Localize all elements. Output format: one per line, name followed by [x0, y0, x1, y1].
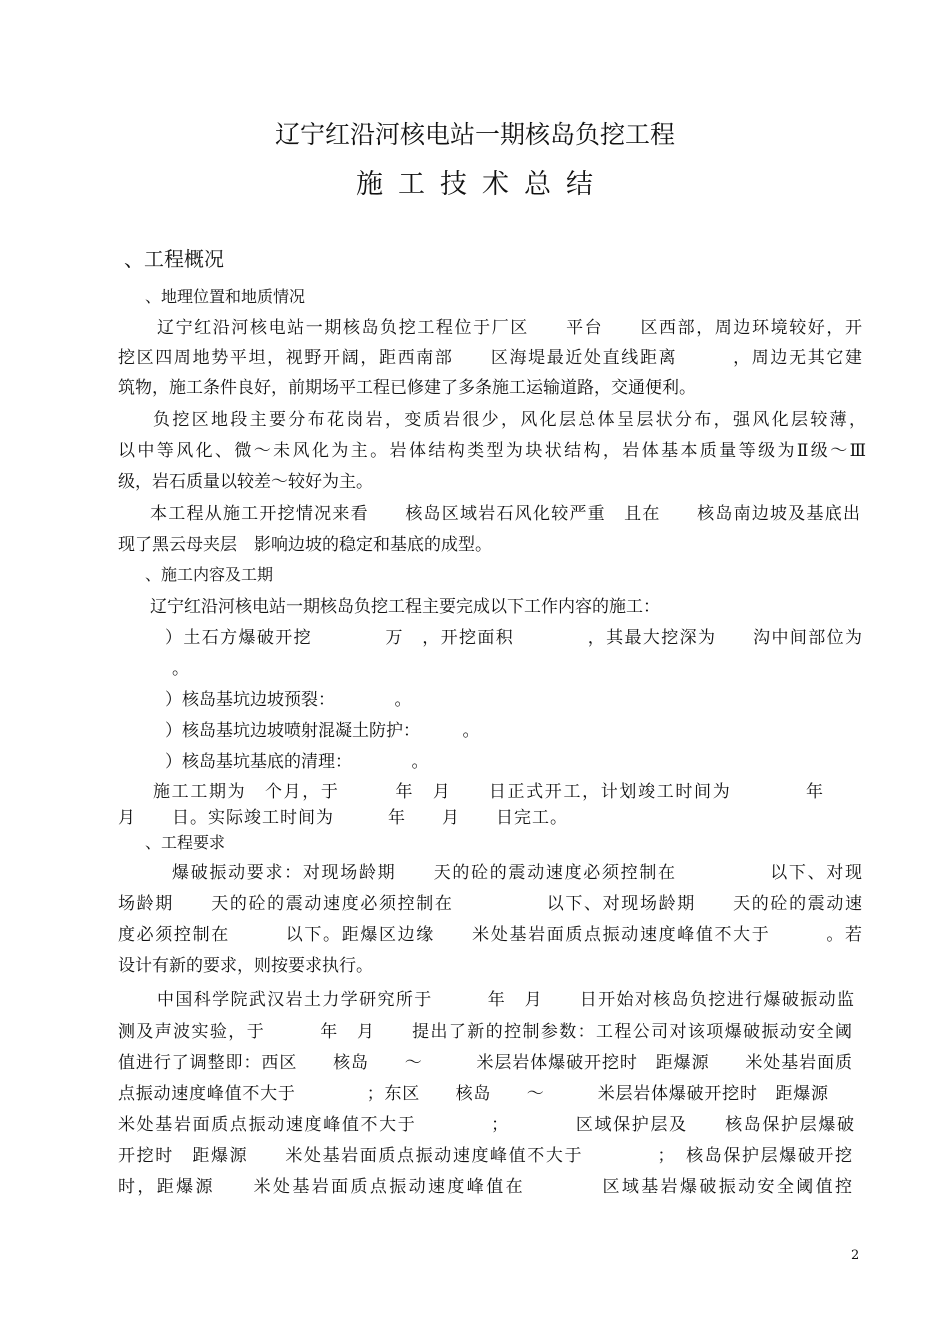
paragraph-line: 挖区四周地势平坦，视野开阔，距西南部 区海堤最近处直线距离 ，周边无其它建	[118, 348, 862, 368]
paragraph-line: 级，岩石质量以较差～较好为主。	[118, 472, 373, 492]
list-item: ）土石方爆破开挖 万 ，开挖面积 ，其最大挖深为 沟中间部位为	[165, 628, 862, 648]
document-title: 辽宁红沿河核电站一期核岛负挖工程	[274, 120, 675, 149]
paragraph-line: 时，距爆源 米处基岩面质点振动速度峰值在 区域基岩爆破振动安全阈值控	[118, 1177, 852, 1197]
paragraph-line: 中国科学院武汉岩土力学研究所于 年 月 日开始对核岛负挖进行爆破振动监	[157, 990, 854, 1010]
list-item: ）核岛基坑边坡预裂： 。	[165, 690, 412, 710]
subsection-heading-location: 、地理位置和地质情况	[145, 287, 306, 306]
paragraph-line: 开挖时 距爆源 米处基岩面质点振动速度峰值不大于 ； 核岛保护层爆破开挖	[118, 1146, 852, 1166]
paragraph-line: 负挖区地段主要分布花岗岩，变质岩很少，风化层总体呈层状分布，强风化层较薄，	[153, 410, 866, 430]
paragraph-line: 设计有新的要求，则按要求执行。	[118, 956, 373, 976]
paragraph-line: 筑物，施工条件良好，前期场平工程已修建了多条施工运输道路，交通便利。	[118, 378, 696, 398]
section-heading-overview: 、工程概况	[124, 247, 224, 271]
paragraph-line: 辽宁红沿河核电站一期核岛负挖工程位于厂区 平台 区西部，周边环境较好，开	[157, 318, 862, 338]
paragraph-line: 月 日。实际竣工时间为 年 月 日完工。	[118, 808, 568, 828]
paragraph-line: 本工程从施工开挖情况来看 核岛区域岩石风化较严重 且在 核岛南边坡及基底出	[150, 504, 860, 524]
list-item: ）核岛基坑边坡喷射混凝土防护： 。	[165, 721, 480, 741]
subsection-heading-requirements: 、工程要求	[145, 833, 226, 852]
list-item-continuation: 。	[172, 659, 189, 679]
paragraph-line: 值进行了调整即：西区 核岛 ～ 米层岩体爆破开挖时 距爆源 米处基岩面质	[118, 1053, 852, 1073]
paragraph-line: 现了黑云母夹层 影响边坡的稳定和基底的成型。	[118, 535, 492, 555]
document-subtitle: 施工技术总结	[356, 169, 608, 200]
list-item: ）核岛基坑基底的清理： 。	[165, 752, 429, 772]
paragraph-line: 测及声波实验，于 年 月 提出了新的控制参数：工程公司对该项爆破振动安全阈	[118, 1022, 852, 1042]
paragraph-line: 点振动速度峰值不大于 ；东区 核岛 ～ 米层岩体爆破开挖时 距爆源	[118, 1084, 828, 1104]
paragraph-line: 米处基岩面质点振动速度峰值不大于 ； 区域保护层及 核岛保护层爆破	[118, 1115, 854, 1135]
paragraph-line: 辽宁红沿河核电站一期核岛负挖工程主要完成以下工作内容的施工：	[150, 597, 660, 617]
paragraph-line: 施工工期为 个月，于 年 月 日正式开工，计划竣工时间为 年	[153, 782, 823, 802]
paragraph-line: 爆破振动要求：对现场龄期 天的砼的震动速度必须控制在 以下、对现	[172, 863, 862, 883]
page-number: 2	[851, 1248, 860, 1263]
paragraph-line: 度必须控制在 以下。距爆区边缘 米处基岩面质点振动速度峰值不大于 。若	[118, 925, 862, 945]
paragraph-line: 以中等风化、微～未风化为主。岩体结构类型为块状结构，岩体基本质量等级为Ⅱ级～Ⅲ	[118, 441, 866, 461]
paragraph-line: 场龄期 天的砼的震动速度必须控制在 以下、对现场龄期 天的砼的震动速	[118, 894, 862, 914]
subsection-heading-scope: 、施工内容及工期	[145, 565, 274, 584]
